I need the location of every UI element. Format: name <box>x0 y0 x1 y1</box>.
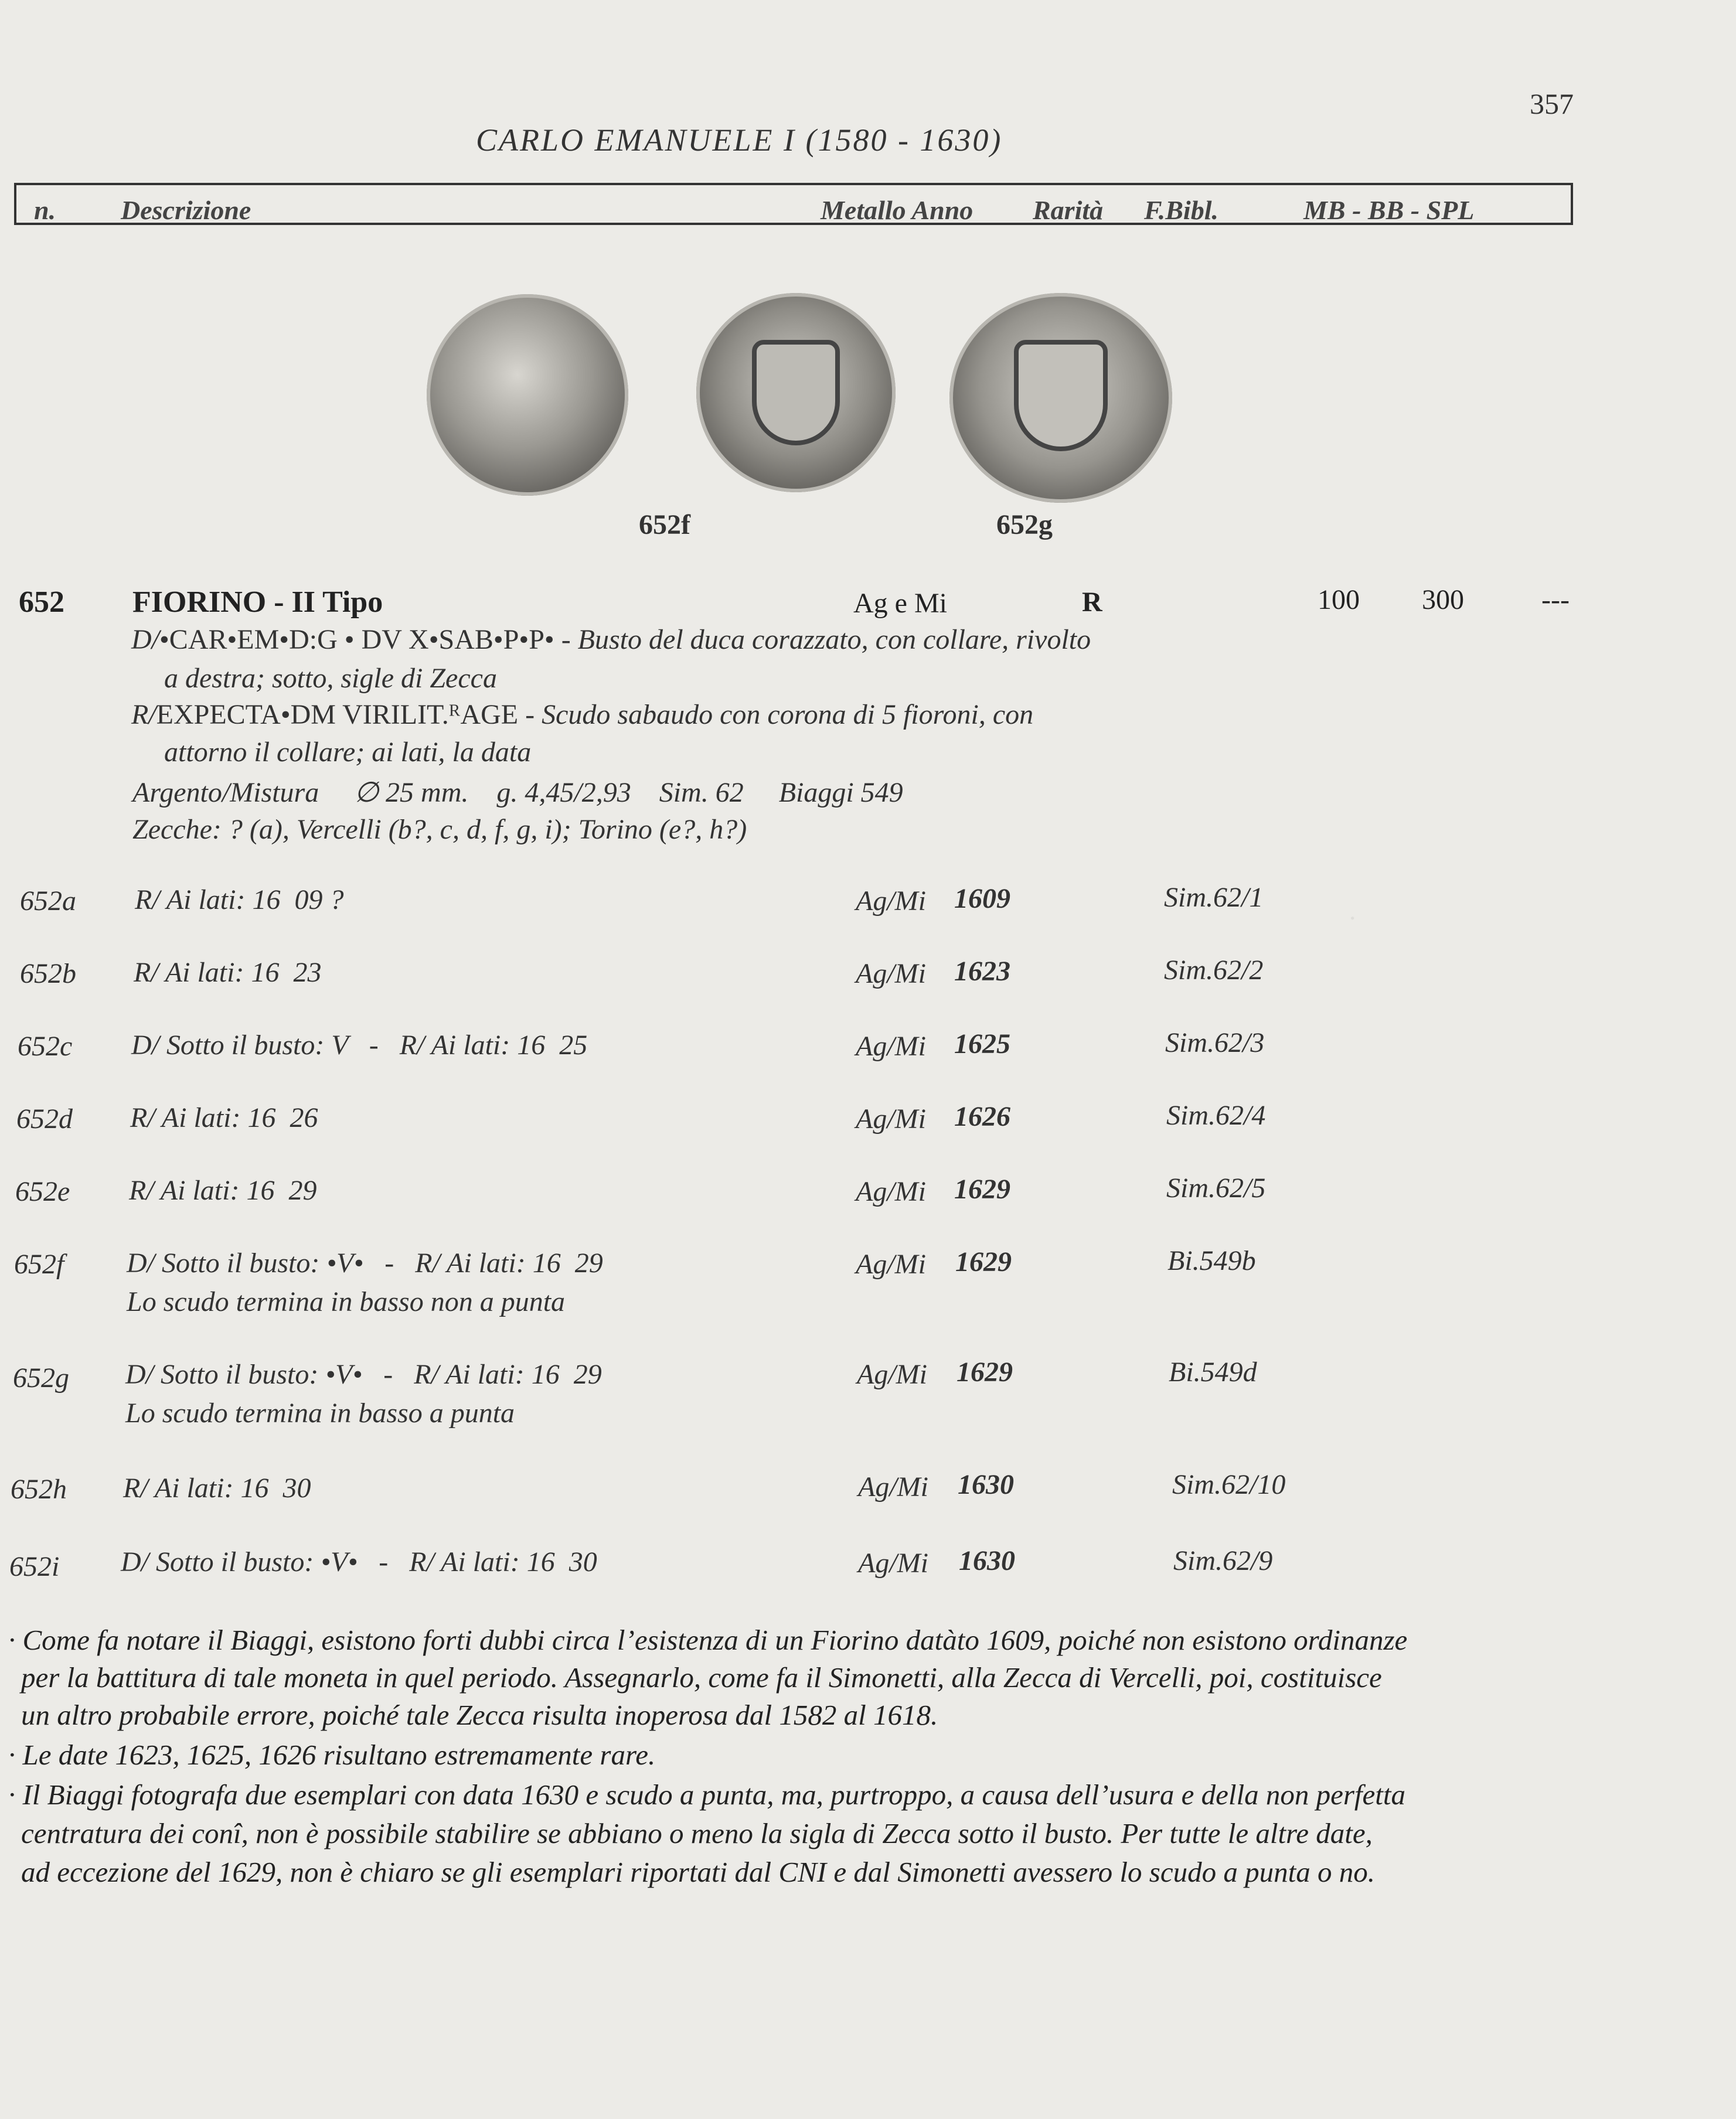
column-header-box <box>14 183 1573 225</box>
coin-652f-reverse-image <box>696 293 896 492</box>
variant-id: 652i <box>9 1551 60 1582</box>
variant-year: 1623 <box>954 956 1010 987</box>
variant-id: 652d <box>16 1103 73 1135</box>
variant-description-continued: Lo scudo termina in basso a punta <box>125 1398 515 1429</box>
variant-id: 652b <box>20 958 76 989</box>
variant-id: 652e <box>15 1176 70 1207</box>
figure-caption-652g: 652g <box>996 509 1053 540</box>
variant-description: D/ Sotto il busto: V - R/ Ai lati: 16 25 <box>131 1030 588 1061</box>
variant-reference: Sim.62/2 <box>1164 955 1264 986</box>
reverse-line <box>131 699 1033 731</box>
variant-id: 652a <box>20 885 76 917</box>
obverse-description-continued: a destra; sotto, sigle di Zecca <box>164 663 497 694</box>
variant-id: 652g <box>13 1362 69 1394</box>
note-line: ad eccezione del 1629, non è chiaro se gli esemplari riportati dal CNI e dal Simonetti avessero lo scudo a punta o no. <box>21 1856 1375 1888</box>
variant-metal: Ag/Mi <box>856 958 926 989</box>
obverse-prefix: D/ <box>131 624 159 655</box>
column-header-metallo-anno: Metallo Anno <box>821 195 973 225</box>
reverse-prefix: R/ <box>131 699 156 730</box>
variant-description: R/ Ai lati: 16 23 <box>134 957 322 988</box>
reverse-description: - Scudo sabaudo con corona di 5 fioroni, con <box>518 699 1034 730</box>
column-header-grades: MB - BB - SPL <box>1303 195 1475 225</box>
entry-mints: Zecche: ? (a), Vercelli (b?, c, d, f, g, i); Torino (e?, h?) <box>132 814 747 845</box>
variant-reference: Bi.549d <box>1169 1357 1257 1388</box>
column-header-fbibl: F.Bibl. <box>1144 195 1218 225</box>
variant-description: D/ Sotto il busto: •V• - R/ Ai lati: 16 29 <box>125 1359 602 1390</box>
variant-year: 1625 <box>954 1028 1010 1060</box>
column-header-descrizione: Descrizione <box>121 195 251 225</box>
reverse-description-continued: attorno il collare; ai lati, la data <box>164 737 532 768</box>
note-line: per la battitura di tale moneta in quel periodo. Assegnarlo, come fa il Simonetti, alla Zecca di Vercelli, poi, costituisce <box>21 1661 1382 1694</box>
obverse-line <box>131 624 1091 656</box>
variant-metal: Ag/Mi <box>856 1249 926 1280</box>
coin-652g-reverse-image <box>949 293 1172 503</box>
bleed-through-text: · <box>1348 903 1357 933</box>
variant-year: 1629 <box>956 1357 1013 1388</box>
variant-description: R/ Ai lati: 16 26 <box>130 1102 318 1133</box>
variant-metal: Ag/Mi <box>856 1176 926 1207</box>
column-header-n: n. <box>34 195 56 225</box>
variant-year: 1626 <box>954 1101 1010 1132</box>
variant-year: 1630 <box>958 1469 1014 1500</box>
variant-year: 1629 <box>954 1174 1010 1205</box>
variant-metal: Ag/Mi <box>857 1359 927 1390</box>
note-line: · Come fa notare il Biaggi, esistono forti dubbi circa l’esistenza di un Fiorino datàto 1609, poiché non esistono ordinanze <box>8 1624 1408 1656</box>
variant-reference: Sim.62/5 <box>1166 1173 1266 1204</box>
note-line: un altro probabile errore, poiché tale Zecca risulta inoperosa dal 1582 al 1618. <box>21 1699 938 1731</box>
entry-price-bb: 300 <box>1422 584 1464 615</box>
coin-652f-obverse-image <box>427 294 628 496</box>
note-line: · Le date 1623, 1625, 1626 risultano estremamente rare. <box>8 1739 656 1771</box>
variant-description-continued: Lo scudo termina in basso non a punta <box>127 1286 566 1317</box>
variant-description: D/ Sotto il busto: •V• - R/ Ai lati: 16 30 <box>121 1546 597 1578</box>
variant-id: 652h <box>11 1474 67 1505</box>
entry-rarity: R <box>1082 587 1102 618</box>
variant-year: 1609 <box>954 883 1010 914</box>
variant-reference: Sim.62/4 <box>1166 1100 1266 1131</box>
variant-description: R/ Ai lati: 16 30 <box>123 1473 311 1504</box>
variant-description: R/ Ai lati: 16 09 ? <box>135 884 344 915</box>
entry-title: FIORINO - II Tipo <box>132 585 383 619</box>
variant-metal: Ag/Mi <box>856 1031 926 1062</box>
entry-price-mb: 100 <box>1318 584 1360 615</box>
note-line: · Il Biaggi fotografa due esemplari con data 1630 e scudo a punta, ma, purtroppo, a causa dell’usura e della non perfetta <box>8 1779 1405 1811</box>
variant-reference: Sim.62/1 <box>1164 882 1264 913</box>
figure-caption-652f: 652f <box>639 509 690 540</box>
entry-price-spl: --- <box>1541 584 1570 615</box>
page-number: 357 <box>1530 87 1574 120</box>
shield-icon <box>1014 340 1108 451</box>
variant-id: 652f <box>14 1249 64 1280</box>
obverse-description: - Busto del duca corazzato, con collare, rivolto <box>554 624 1091 655</box>
variant-id: 652c <box>18 1031 73 1062</box>
variant-reference: Sim.62/9 <box>1173 1545 1273 1576</box>
note-line: centratura dei conî, non è possibile stabilire se abbiano o meno la sigla di Zecca sotto il busto. Per tutte le altre date, <box>21 1817 1373 1849</box>
variant-reference: Bi.549b <box>1167 1245 1256 1276</box>
variant-reference: Sim.62/10 <box>1172 1469 1286 1500</box>
variant-reference: Sim.62/3 <box>1165 1027 1265 1058</box>
variant-description: R/ Ai lati: 16 29 <box>129 1175 317 1206</box>
variant-description: D/ Sotto il busto: •V• - R/ Ai lati: 16 29 <box>127 1248 603 1279</box>
variant-metal: Ag/Mi <box>858 1471 928 1503</box>
entry-number: 652 <box>19 585 64 619</box>
entry-metal: Ag e Mi <box>853 588 947 619</box>
reverse-legend: EXPECTA•DM VIRILIT.ᴿAGE <box>156 699 519 730</box>
column-header-rarita: Rarità <box>1033 195 1104 225</box>
variant-metal: Ag/Mi <box>856 885 926 917</box>
variant-year: 1629 <box>955 1246 1012 1277</box>
variant-metal: Ag/Mi <box>858 1548 928 1579</box>
entry-specs: Argento/Mistura ∅ 25 mm. g. 4,45/2,93 Sim. 62 Biaggi 549 <box>132 777 903 808</box>
shield-icon <box>752 340 840 445</box>
running-title: CARLO EMANUELE I (1580 - 1630) <box>476 122 1003 158</box>
variant-year: 1630 <box>959 1545 1015 1576</box>
obverse-legend: •CAR•EM•D:G • DV X•SAB•P•P• <box>159 624 554 655</box>
variant-metal: Ag/Mi <box>856 1103 926 1135</box>
